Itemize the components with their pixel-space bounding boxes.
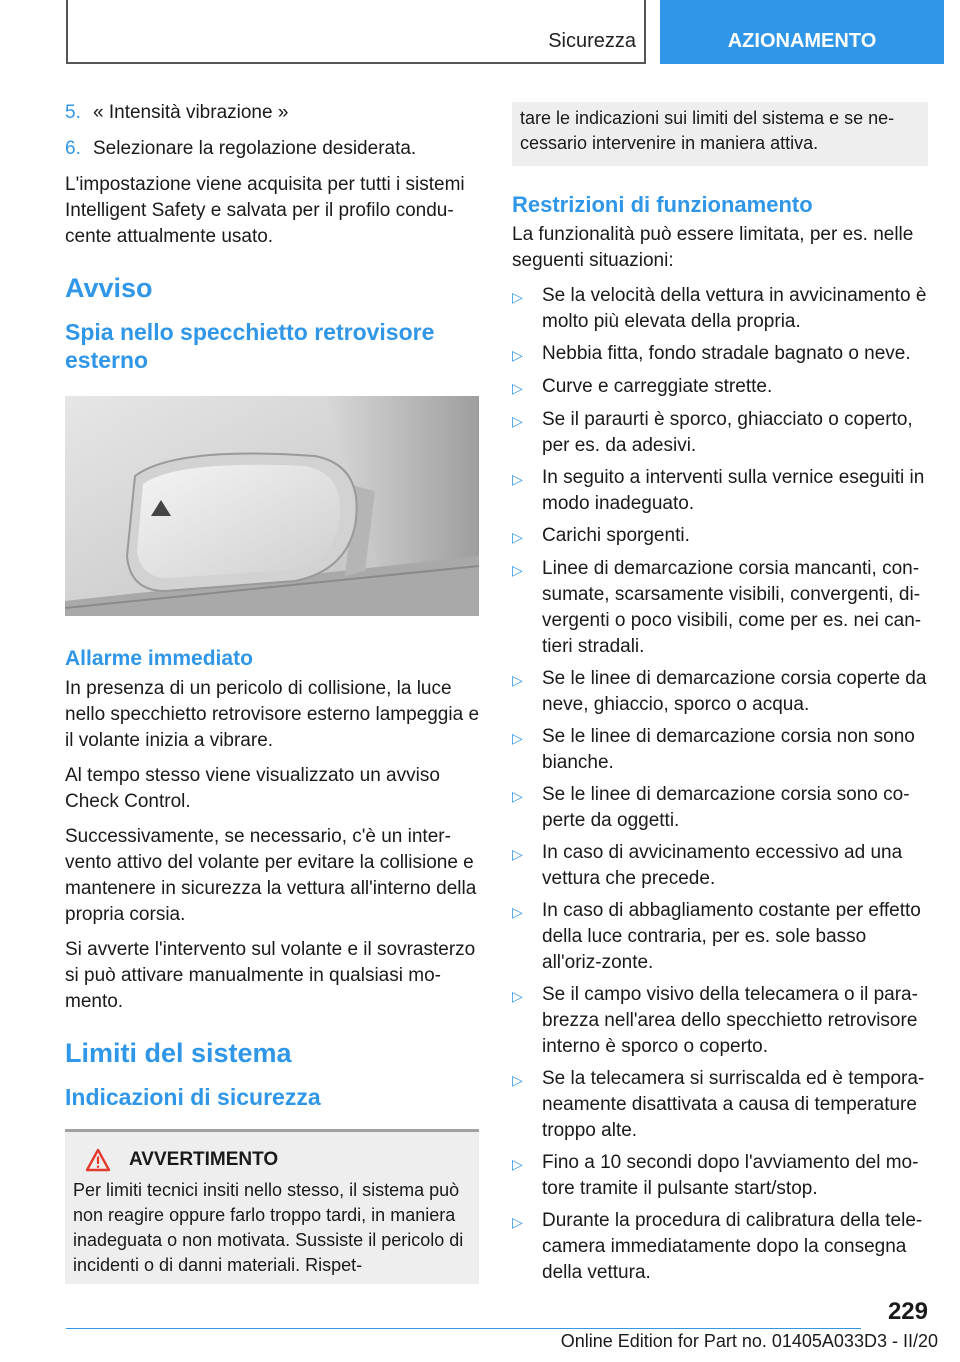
- heading-restrizioni: Restrizioni di funzionamento: [512, 192, 813, 217]
- step-6: [65, 136, 479, 162]
- triangle-bullet-icon: ▷: [512, 730, 523, 746]
- list-item: [512, 556, 928, 660]
- list-item: [512, 982, 928, 1060]
- list-item-text: Durante la procedura di calibratura della tele-camera immediatamente dopo la consegna della vettura.: [542, 1210, 923, 1283]
- warning-triangle-icon: [85, 1148, 111, 1172]
- header-section-title: Sicurezza: [548, 30, 636, 52]
- heading-avviso: Avviso: [65, 273, 153, 303]
- warning-box: [65, 1129, 479, 1284]
- list-item: [512, 782, 928, 834]
- list-item-text: Se il campo visivo della telecamera o il para-brezza nell'area dello specchietto retrovisore interno è sporco o coperto.: [542, 984, 918, 1057]
- list-item-text: Se le linee di demarcazione corsia non sono bianche.: [542, 726, 915, 773]
- triangle-bullet-icon: ▷: [512, 1156, 523, 1172]
- triangle-bullet-icon: ▷: [512, 1072, 523, 1088]
- header-chapter-label: AZIONAMENTO: [727, 29, 877, 52]
- allarme-paragraph: Al tempo stesso viene visualizzato un avviso Check Control.: [65, 765, 440, 812]
- heading-spia: Spia nello specchietto retrovisore esterno: [65, 319, 435, 373]
- triangle-bullet-icon: ▷: [512, 1214, 523, 1230]
- triangle-bullet-icon: ▷: [512, 904, 523, 920]
- list-item-text: Curve e carreggiate strette.: [542, 376, 773, 397]
- settings-paragraph: L'impostazione viene acquisita per tutti i sistemi Intelligent Safety e salvata per il profilo condu-cente attualmente usato.: [65, 174, 465, 247]
- right-column: [512, 100, 928, 1292]
- list-item: [512, 465, 928, 517]
- list-item-text: Se il paraurti è sporco, ghiacciato o coperto, per es. da adesivi.: [542, 409, 913, 456]
- list-item: [512, 1066, 928, 1144]
- list-item-text: Fino a 10 secondi dopo l'avviamento del mo-tore tramite il pulsante start/stop.: [542, 1152, 919, 1199]
- list-item: [512, 1150, 928, 1202]
- list-item-text: Carichi sporgenti.: [542, 525, 690, 546]
- mirror-illustration: [65, 396, 479, 616]
- triangle-bullet-icon: ▷: [512, 380, 523, 396]
- restrizioni-intro: La funzionalità può essere limitata, per es. nelle seguenti situazioni:: [512, 224, 914, 271]
- list-item-text: Nebbia fitta, fondo stradale bagnato o neve.: [542, 343, 911, 364]
- allarme-paragraph: Successivamente, se necessario, c'è un inter-vento attivo del volante per evitare la collisione e mantenere in sicurezza la vettura all'interno della propria corsia.: [65, 826, 477, 925]
- triangle-bullet-icon: ▷: [512, 529, 523, 545]
- warning-title-row: [73, 1148, 471, 1172]
- triangle-bullet-icon: ▷: [512, 846, 523, 862]
- allarme-paragraph: Si avverte l'intervento sul volante e il sovrasterzo si può attivare manualmente in qualsiasi mo-mento.: [65, 939, 476, 1012]
- allarme-paragraph: In presenza di un pericolo di collisione, la luce nello specchietto retrovisore esterno lampeggia e il volante inizia a vibrare.: [65, 678, 480, 751]
- list-item-text: Se la telecamera si surriscalda ed è tempora-neamente disattivata a causa di temperature troppo alte.: [542, 1068, 925, 1141]
- list-item: [512, 1208, 928, 1286]
- step-number: 6.: [65, 138, 81, 159]
- warning-text: Per limiti tecnici insiti nello stesso, il sistema può non reagire oppure farlo troppo tardi, in maniera inadeguata o non motivata. Sussiste il pericolo di incidenti o di danni materiali. Rispet-: [73, 1180, 464, 1275]
- list-item: [512, 407, 928, 459]
- page-number: 229: [887, 1298, 928, 1325]
- footer-edition: Online Edition for Part no. 01405A033D3 - II/20: [560, 1331, 938, 1351]
- step-text: Selezionare la regolazione desiderata.: [93, 138, 417, 159]
- footer-divider: [66, 1328, 861, 1329]
- heading-limiti: Limiti del sistema: [65, 1038, 292, 1068]
- triangle-bullet-icon: ▷: [512, 289, 523, 305]
- step-text: « Intensità vibrazione »: [93, 102, 289, 123]
- step-number: 5.: [65, 102, 81, 123]
- list-item: [512, 840, 928, 892]
- list-item: [512, 523, 928, 550]
- list-item-text: In caso di abbagliamento costante per effetto della luce contraria, per es. sole basso all'oriz-zonte.: [542, 900, 921, 973]
- triangle-bullet-icon: ▷: [512, 672, 523, 688]
- left-column: [65, 100, 479, 1284]
- list-item-text: Se le linee di demarcazione corsia coperte da neve, ghiaccio, sporco o acqua.: [542, 668, 927, 715]
- heading-indicazioni: Indicazioni di sicurezza: [65, 1084, 321, 1110]
- list-item-text: Se le linee di demarcazione corsia sono co-perte da oggetti.: [542, 784, 910, 831]
- triangle-bullet-icon: ▷: [512, 347, 523, 363]
- list-item: [512, 898, 928, 976]
- triangle-bullet-icon: ▷: [512, 562, 523, 578]
- header-chapter-tab: [660, 0, 944, 64]
- warning-continuation-text: tare le indicazioni sui limiti del sistema e se ne-cessario intervenire in maniera attiva.: [520, 108, 895, 153]
- triangle-bullet-icon: ▷: [512, 788, 523, 804]
- list-item: [512, 724, 928, 776]
- list-item-text: Se la velocità della vettura in avvicinamento è molto più elevata della propria.: [542, 285, 927, 332]
- triangle-bullet-icon: ▷: [512, 413, 523, 429]
- warning-title: AVVERTIMENTO: [129, 1149, 279, 1170]
- list-item: [512, 666, 928, 718]
- heading-allarme: Allarme immediato: [65, 647, 253, 670]
- list-item-text: Linee di demarcazione corsia mancanti, con-sumate, scarsamente visibili, convergenti, di-vergenti o poco visibili, come per es. nei can-tieri stradali.: [542, 558, 922, 657]
- triangle-bullet-icon: ▷: [512, 471, 523, 487]
- list-item: [512, 283, 928, 335]
- list-item-text: In seguito a interventi sulla vernice eseguiti in modo inadeguato.: [542, 467, 925, 514]
- list-item-text: In caso di avvicinamento eccessivo ad una vettura che precede.: [542, 842, 903, 889]
- list-item: [512, 341, 928, 368]
- triangle-bullet-icon: ▷: [512, 988, 523, 1004]
- restrizioni-list: [512, 283, 928, 1286]
- warning-continuation-box: [512, 102, 928, 166]
- list-item: [512, 374, 928, 401]
- step-5: [65, 100, 479, 126]
